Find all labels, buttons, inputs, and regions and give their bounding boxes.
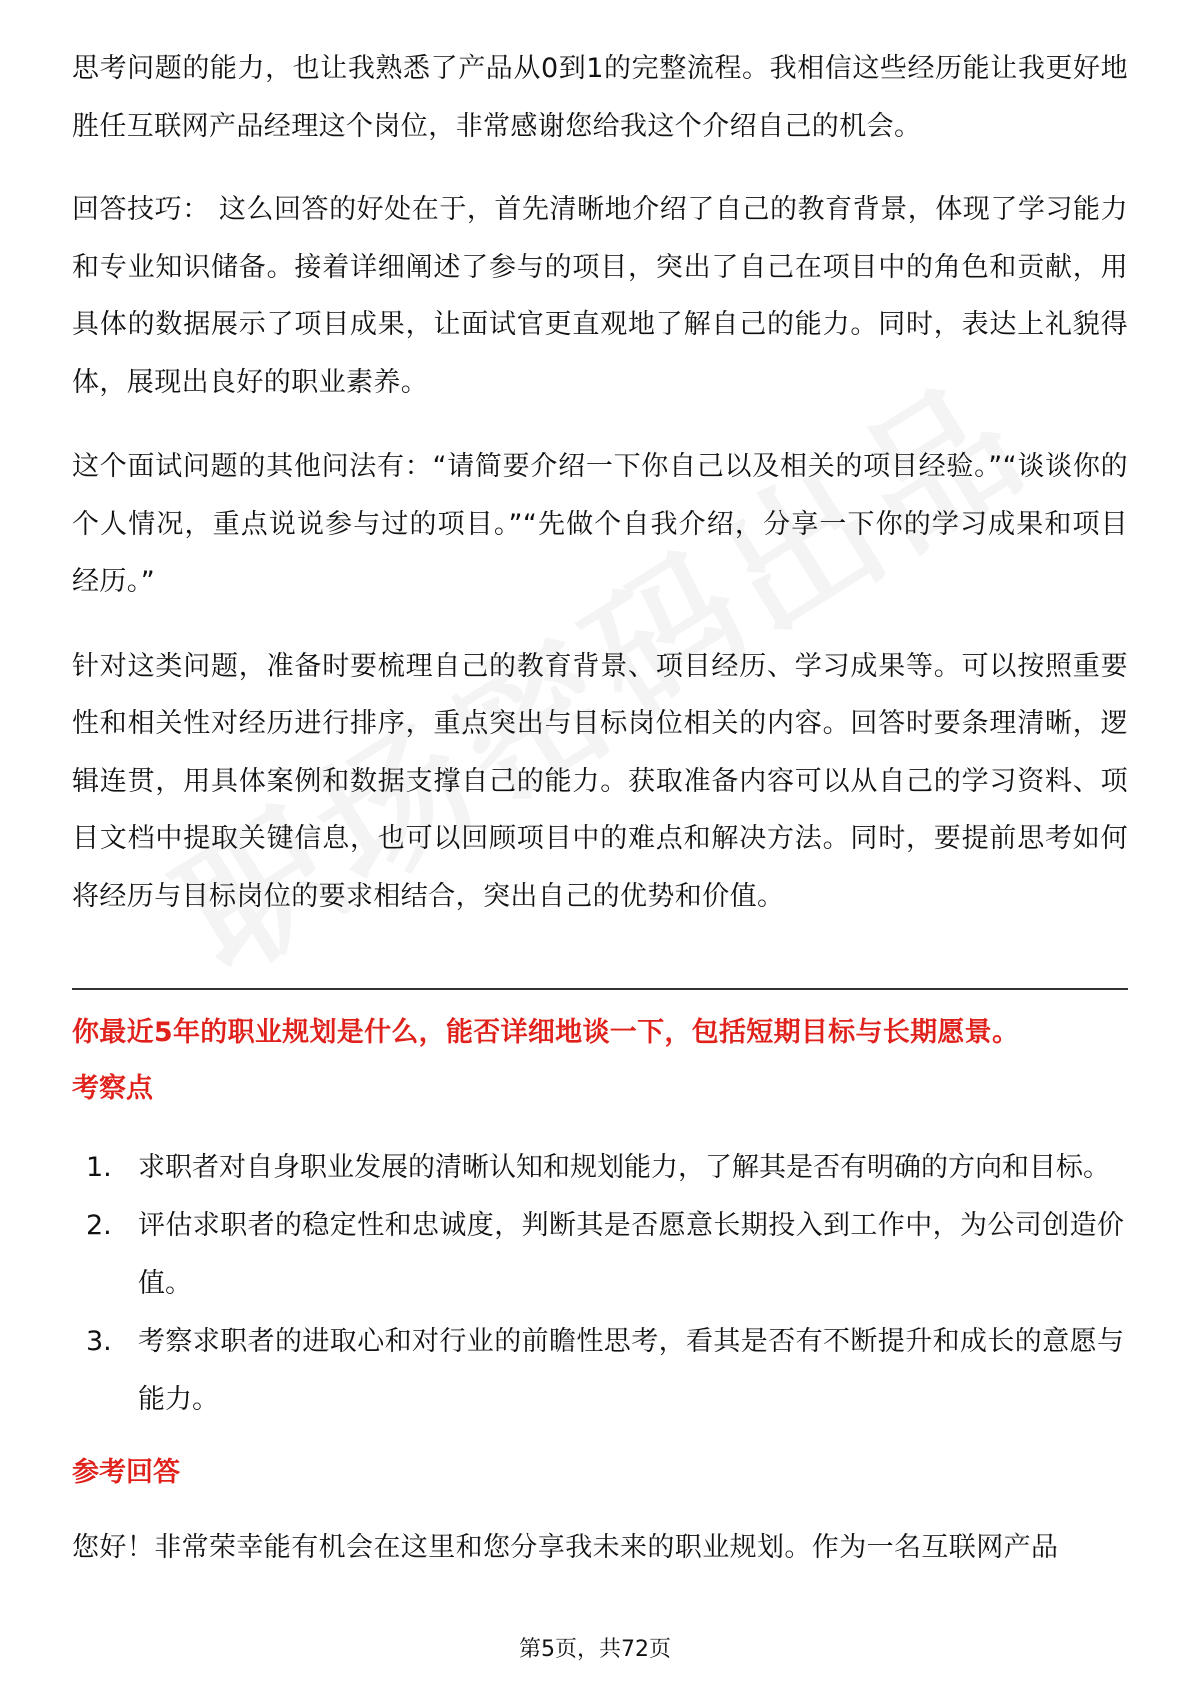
question-section [72,1005,1128,1577]
alt-questions-paragraph: 这个面试问题的其他问法有：“请简要介绍一下你自己以及相关的项目经验。”“谈谈你的个人情况，重点说说参与过的项目。”“先做个自我介绍，分享一下你的学习成果和项目经历。” [72,451,1128,597]
list-item [72,1139,1128,1197]
question-heading: 你最近5年的职业规划是什么，能否详细地谈一下，包括短期目标与长期愿景。 [72,1017,1020,1048]
assessment-label: 考察点 [72,1073,153,1104]
list-item [72,1313,1128,1429]
list-number: 2. [86,1210,112,1241]
prep-advice-paragraph: 针对这类问题，准备时要梳理自己的教育背景、项目经历、学习成果等。可以按照重要性和相关性对经历进行排序，重点突出与目标岗位相关的内容。回答时要条理清晰，逻辑连贯，用具体案例和数据支撑自己的能力。获取准备内容可以从自己的学习资料、项目文档中提取关键信息，也可以回顾项目中的难点和解决方法。同时，要提前思考如何将经历与目标岗位的要求相结合，突出自己的优势和价值。 [72,650,1128,912]
list-item [72,1197,1128,1313]
answer-label: 参考回答 [72,1457,180,1488]
list-text: 评估求职者的稳定性和忠诚度，判断其是否愿意长期投入到工作中，为公司创造价值。 [138,1210,1124,1299]
list-number: 3. [86,1326,112,1357]
document-body [72,40,1128,925]
list-text: 求职者对自身职业发展的清晰认知和规划能力，了解其是否有明确的方向和目标。 [138,1152,1110,1183]
list-number: 1. [86,1152,112,1183]
list-text: 考察求职者的进取心和对行业的前瞻性思考，看其是否有不断提升和成长的意愿与能力。 [138,1326,1124,1415]
page-footer: 第5页，共72页 [519,1637,671,1662]
tip-paragraph: 回答技巧： 这么回答的好处在于，首先清晰地介绍了自己的教育背景，体现了学习能力和专业知识储备。接着详细阐述了参与的项目，突出了自己在项目中的角色和贡献，用具体的数据展示了项目成果，让面试官更直观地了解自己的能力。同时，表达上礼貌得体，展现出良好的职业素养。 [72,194,1128,398]
intro-tail-paragraph: 思考问题的能力，也让我熟悉了产品从0到1的完整流程。我相信这些经历能让我更好地胜任互联网产品经理这个岗位，非常感谢您给我这个介绍自己的机会。 [72,53,1128,142]
answer-paragraph: 您好！非常荣幸能有机会在这里和您分享我未来的职业规划。作为一名互联网产品 [72,1532,1059,1563]
assessment-list [72,1139,1128,1429]
section-divider [72,988,1128,990]
